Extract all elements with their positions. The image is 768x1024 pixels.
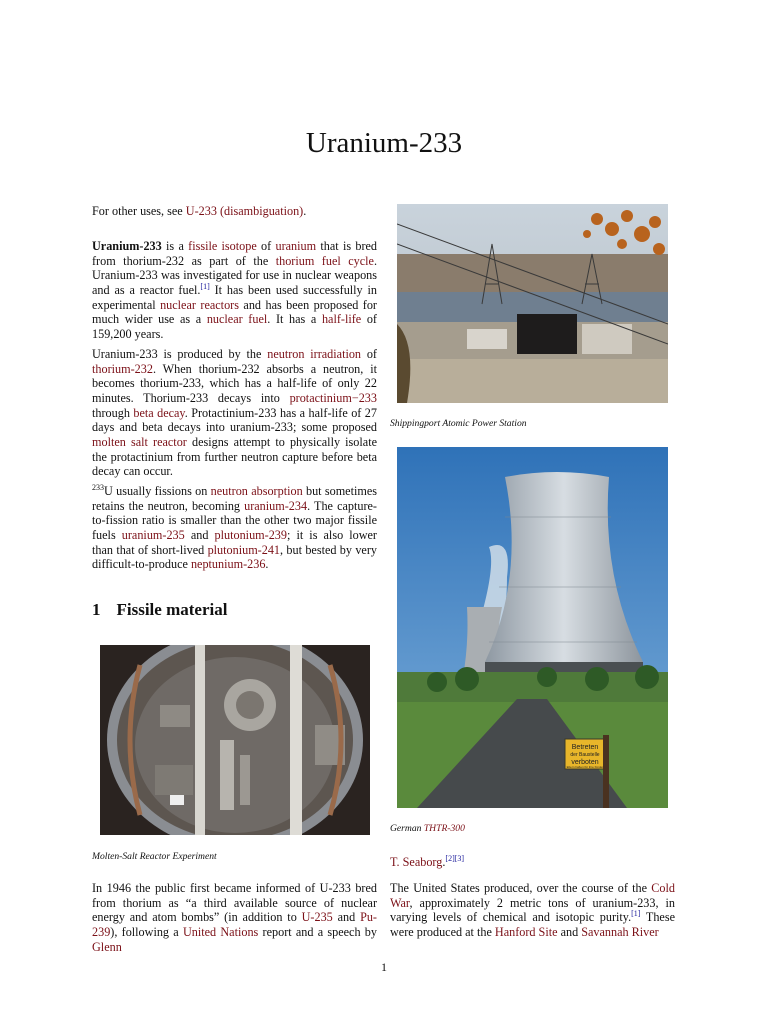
text: U usually fissions on (104, 484, 211, 498)
link-thorium-232[interactable]: thorium-232 (92, 361, 153, 376)
text: report and a speech by (258, 924, 377, 939)
text: is a (161, 239, 189, 253)
text: . It has a (267, 312, 322, 327)
sign-line-2: der Baustelle (570, 752, 600, 758)
link-molten-salt-reactor[interactable]: molten salt reactor (92, 434, 187, 449)
reference-1b[interactable]: [1] (631, 909, 641, 919)
text: ), following a (110, 924, 183, 939)
link-thorium-fuel-cycle[interactable]: thorium fuel cycle (275, 253, 374, 268)
link-neptunium-236[interactable]: neptunium-236 (190, 557, 266, 572)
paragraph-production (92, 347, 377, 479)
sign-line-3: verboten (571, 759, 599, 766)
link-isotope[interactable]: isotope (221, 239, 257, 253)
link-uranium[interactable]: uranium (275, 239, 317, 253)
link-united-nations[interactable]: United Nations (182, 924, 259, 939)
text: In 1946 the public first became informed of U-233 bred from thorium as “a third available source of nuclear energy and atom bombs” (in addition to (92, 881, 377, 925)
text: and (332, 910, 361, 925)
page-title: Uranium-233 (305, 127, 463, 160)
reference-2-3[interactable]: [2][3] (445, 853, 465, 863)
link-neutron-irradiation[interactable]: neutron irradiation (267, 347, 362, 361)
text: It has been used successfully in experimental (92, 282, 377, 312)
text: that is bred from thorium-232 as part of the (92, 239, 378, 268)
link-uranium-234[interactable]: uranium-234 (244, 498, 308, 513)
link-half-life[interactable]: half-life (321, 312, 362, 327)
bold-term: Uranium-233 (92, 239, 162, 253)
text: of 159,200 years. (92, 312, 377, 341)
text: of (256, 239, 276, 253)
shippingport-image (397, 204, 668, 403)
msre-photo[interactable] (100, 645, 370, 835)
paragraph-seaborg (390, 855, 675, 870)
text: through (92, 405, 134, 420)
page-number: 1 (381, 960, 387, 974)
text: and (184, 527, 215, 542)
link-plutonium-239[interactable]: plutonium-239 (214, 527, 287, 542)
sign-line-4: Eltern haften für ihre Kinder (566, 765, 604, 769)
caption-msre: Molten-Salt Reactor Experiment (92, 851, 217, 862)
caption-shippingport: Shippingport Atomic Power Station (390, 418, 527, 429)
link-pu-239[interactable]: Pu-239 (92, 910, 377, 939)
text: , but bested by very difficult-to-produce (92, 542, 377, 572)
paragraph-us-production (390, 881, 675, 940)
link-savannah-river[interactable]: Savannah River (581, 924, 659, 939)
text: The United States produced, over the course of the (390, 881, 652, 895)
text: . Protactinium-233 has a half-life of 27 days and beta decays into uranium-233; some proposed (92, 405, 377, 435)
shippingport-photo[interactable] (397, 204, 668, 403)
text: and has been proposed for much wider use as a (92, 297, 377, 327)
hatnote-end: . (303, 204, 307, 218)
link-beta-decay[interactable]: beta decay (133, 405, 185, 420)
thtr-image (397, 447, 668, 808)
caption-thtr-prefix: German (390, 823, 424, 834)
link-neutron-absorption[interactable]: neutron absorption (210, 484, 303, 498)
hatnote (92, 204, 377, 219)
hatnote-text: For other uses, see (92, 204, 186, 218)
link-nuclear-reactors[interactable]: nuclear reactors (160, 297, 239, 312)
section-heading-fissile-material (92, 600, 227, 620)
link-thtr-300[interactable]: THTR-300 (423, 823, 465, 834)
text: designs attempt to physically isolate the protactinium from further neutron capture before beta decay can occur. (92, 434, 377, 479)
link-plutonium-241[interactable]: plutonium-241 (207, 542, 281, 557)
text: but sometimes retains the neutron, becoming (92, 484, 377, 513)
paragraph-intro (92, 239, 377, 342)
text: ; it is also lower than that of short-lived (92, 527, 377, 557)
thtr-300-photo[interactable] (397, 447, 668, 808)
paragraph-fission (92, 484, 377, 572)
link-u233-disambiguation[interactable]: U-233 (disambiguation) (185, 204, 304, 218)
link-u-235[interactable]: U-235 (301, 910, 333, 925)
section-title: Fissile material (116, 600, 228, 619)
reference-1[interactable]: [1] (200, 281, 210, 291)
link-protactinium-233[interactable]: protactinium−233 (289, 390, 377, 405)
link-cold-war[interactable]: Cold War (390, 881, 675, 910)
text: of (361, 347, 377, 361)
text: These were produced at the (390, 910, 675, 939)
link-fissile[interactable]: fissile (188, 239, 218, 253)
link-hanford-site[interactable]: Hanford Site (494, 924, 558, 939)
link-nuclear-fuel[interactable]: nuclear fuel (206, 312, 268, 327)
text: . (442, 855, 446, 869)
text: , approximately 2 metric tons of uranium-233, in varying levels of chemical and isotopic purity. (390, 895, 675, 925)
msre-image (100, 645, 370, 835)
caption-thtr (390, 823, 465, 834)
text: . The capture-to-fission ratio is smaller than the other two major fissile fuels (92, 498, 377, 542)
text: . (265, 557, 269, 572)
link-uranium-235[interactable]: uranium-235 (121, 527, 185, 542)
text: Uranium-233 is produced by the (92, 347, 268, 361)
section-number: 1 (92, 600, 101, 619)
text: . Uranium-233 was investigated for use in nuclear weapons and as a reactor fuel. (92, 253, 377, 297)
sign-line-1: Betreten (571, 744, 599, 751)
link-glenn[interactable]: Glenn (92, 939, 122, 954)
text: and (557, 924, 582, 939)
text: . When thorium-232 absorbs a neutron, it becomes thorium-233, which has a half-life of only 22 minutes. Thorium-233 decays into (92, 361, 377, 405)
mass-number: 233 (92, 482, 104, 492)
link-seaborg[interactable]: T. Seaborg (390, 855, 443, 869)
paragraph-1946 (92, 881, 377, 954)
